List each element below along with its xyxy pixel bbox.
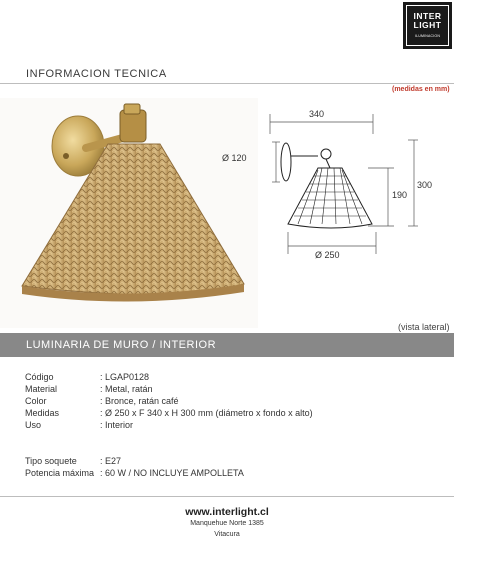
spec-label: Tipo soquete bbox=[25, 456, 77, 466]
spec-label: Uso bbox=[25, 420, 42, 430]
product-type-band bbox=[0, 333, 454, 357]
spec-value: : 60 W / NO INCLUYE AMPOLLETA bbox=[100, 468, 244, 478]
spec-value: : Bronce, ratán café bbox=[100, 396, 179, 406]
dimension-shade-diameter: Ø 250 bbox=[315, 250, 340, 260]
spec-value: : LGAP0128 bbox=[100, 372, 150, 382]
footer-divider bbox=[0, 496, 454, 497]
spec-label: Código bbox=[25, 372, 54, 382]
logo-line-1: INTER bbox=[413, 11, 442, 21]
dimension-total-height: 300 bbox=[417, 180, 433, 190]
logo-line-2: LIGHT bbox=[413, 20, 442, 30]
technical-drawing bbox=[218, 104, 450, 274]
spec-value: : Interior bbox=[100, 420, 134, 430]
spec-label: Potencia máxima bbox=[25, 468, 95, 478]
dimension-shade-height: 190 bbox=[392, 190, 408, 200]
city: Vitacura bbox=[214, 531, 240, 538]
spec-label: Material bbox=[25, 384, 58, 394]
product-type: LUMINARIA DE MURO / INTERIOR bbox=[26, 339, 217, 351]
view-note: (vista lateral) bbox=[398, 322, 450, 332]
dimension-width: 340 bbox=[309, 109, 325, 119]
address: Manquehue Norte 1385 bbox=[190, 520, 264, 527]
spec-label: Medidas bbox=[25, 408, 60, 418]
dimension-base-diameter: Ø 120 bbox=[222, 153, 247, 163]
brand-logo bbox=[403, 2, 452, 49]
section-title: INFORMACION TECNICA bbox=[26, 68, 167, 80]
spec-label: Color bbox=[25, 396, 47, 406]
spec-value: : Ø 250 x F 340 x H 300 mm (diámetro x fondo x alto) bbox=[100, 408, 313, 418]
website-link[interactable]: www.interlight.cl bbox=[185, 506, 269, 518]
spec-value: : Metal, ratán bbox=[100, 384, 153, 394]
spec-value: : E27 bbox=[100, 456, 122, 466]
title-divider bbox=[0, 83, 454, 84]
units-note: (medidas en mm) bbox=[392, 86, 450, 93]
logo-line-3: ILUMINACION bbox=[414, 34, 441, 38]
